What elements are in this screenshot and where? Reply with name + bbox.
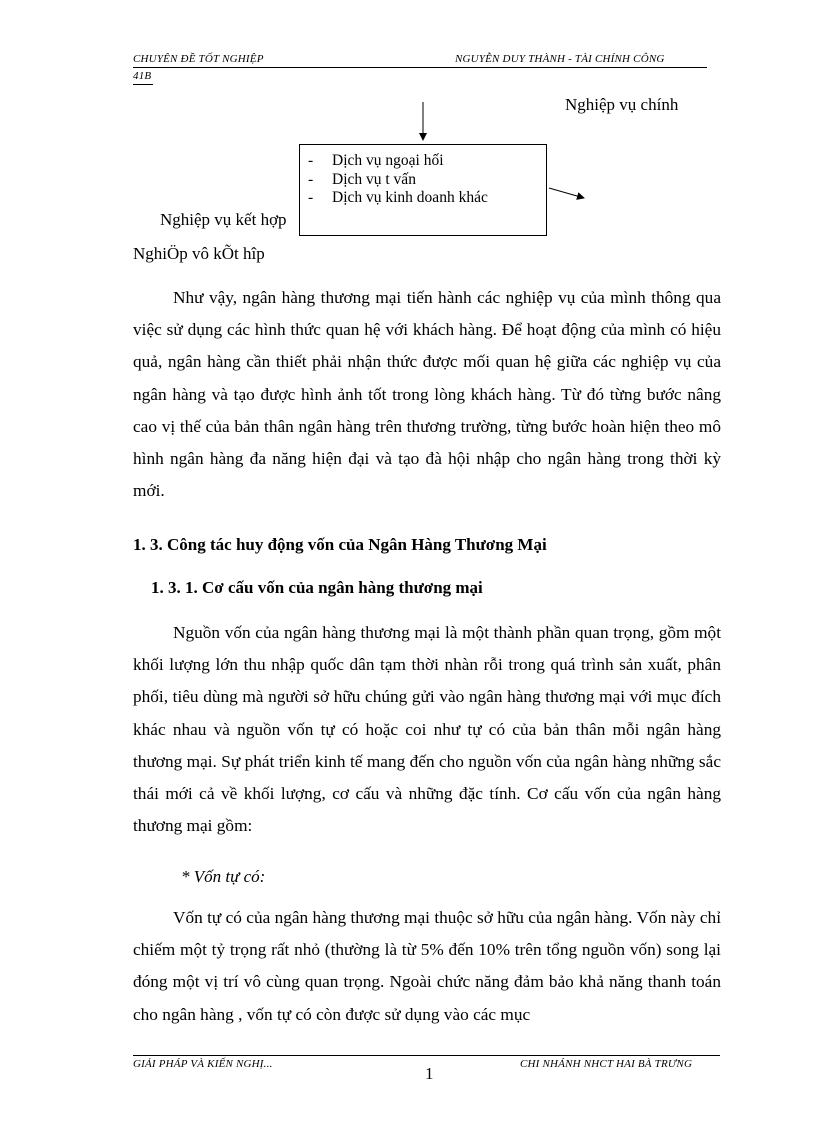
paragraph-3: Vốn tự có của ngân hàng thương mại thuộc sở hữu của ngân hàng. Vốn này chỉ chiếm một tỷ trọng rất nhỏ (thường là từ 5% đến 10% trên tổng nguồn vốn) song lại đóng một vị trí vô cùng quan trọng. Ngoài chức năng đảm bảo khả năng thanh toán cho ngân hàng , vốn tự có còn được sử dụng vào các mục [133,908,721,1024]
subsection-heading: 1. 3. 1. Cơ cấu vốn của ngân hàng thương mại [151,578,483,597]
diagram-top-label: Nghiệp vụ chính [565,95,679,114]
header-right: NGUYỄN DUY THÀNH - TÀI CHÍNH CÔNG [455,53,665,65]
header-left: CHUYÊN ĐỀ TỐT NGHIỆP [133,53,264,65]
box-item: - Dịch vụ ngoại hối [308,152,546,171]
page-number: 1 [425,1064,434,1083]
paragraph-2: Nguồn vốn của ngân hàng thương mại là một thành phần quan trọng, gồm một khối lượng lớn thu nhập quốc dân tạm thời nhàn rỗi trong quá trình sản xuất, phân phối, tiêu dùng mà người sở hữu chúng gửi vào ngân hàng thương mại với mục đích khác nhau và nguồn vốn tự có hoặc coi như tự có của bản thân mỗi ngân hàng thương mại. Sự phát triển kinh tế mang đến cho nguồn vốn của ngân hàng những sắc thái mới cả về khối lượng, cơ cấu và những đặc tính. Cơ cấu vốn của ngân hàng thương mại gồm: [133,623,721,836]
section-heading: 1. 3. Công tác huy động vốn của Ngân Hàng Thương Mại [133,535,547,554]
diagram-left-label: Nghiệp vụ kết hợp [160,210,287,229]
paragraph-1: Như vậy, ngân hàng thương mại tiến hành các nghiệp vụ của mình thông qua việc sử dụng các hình thức quan hệ với khách hàng. Để hoạt động của mình có hiệu quả, ngân hàng cần thiết phải nhận thức được mối quan hệ giữa các nghiệp vụ của ngân hàng và tạo được hình ảnh tốt trong lòng khách hàng. Từ đó từng bước nâng cao vị thế của bản thân ngân hàng trên thương trường, từng bước hoàn hiện theo mô hình ngân hàng đa năng hiện đại và tạo đà hội nhập cho ngân hàng trong thời kỳ mới. [133,288,721,501]
note-heading: * Vốn tự có: [181,867,266,886]
right-arrow [549,188,584,198]
box-item: - Dịch vụ t vấn [308,171,546,190]
diagram-garbled-label: NghiÖp vô kÕt hîp [133,244,265,263]
footer-left: GIẢI PHÁP VÀ KIẾN NGHỊ... [133,1058,273,1070]
footer-rule [133,1055,720,1056]
footer-right: CHI NHÁNH NHCT HAI BÀ TRƯNG [520,1058,693,1070]
header-wrap: 41B [133,70,152,82]
box-item: - Dịch vụ kinh doanh khác [308,189,546,208]
services-box [299,144,547,236]
